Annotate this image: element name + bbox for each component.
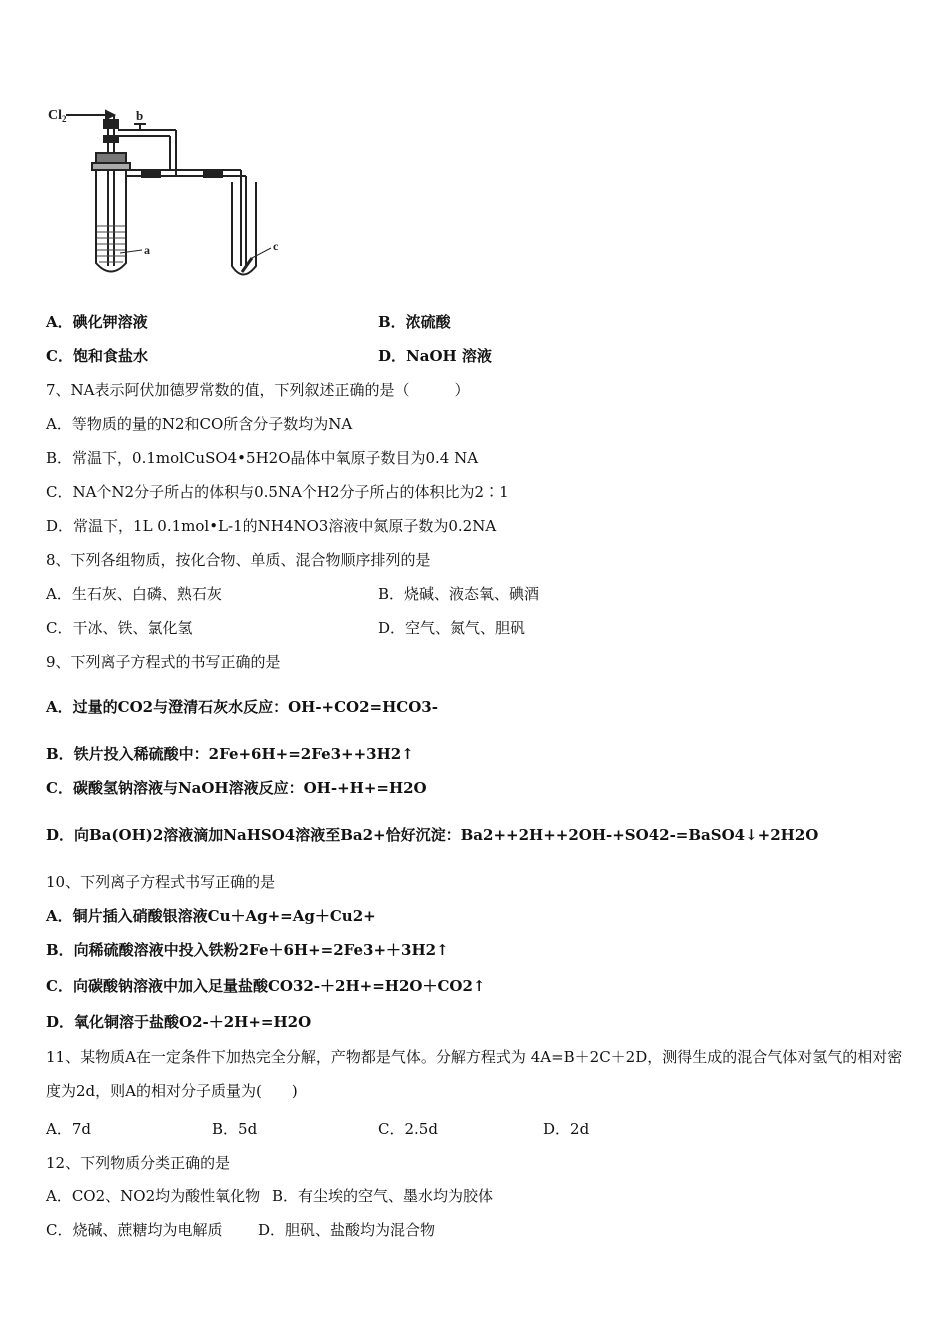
label-c: c: [273, 239, 279, 253]
q8-option-c[interactable]: C．干冰、铁、氯化氢: [46, 619, 193, 637]
label-b: b: [136, 108, 144, 123]
q10-option-c[interactable]: C．向碳酸钠溶液中加入足量盐酸CO32-＋2H+=H2O＋CO2↑: [46, 977, 486, 995]
q10-option-a[interactable]: A．铜片插入硝酸银溶液Cu＋Ag+=Ag＋Cu2+: [46, 907, 376, 925]
q8-stem: 8、下列各组物质，按化合物、单质、混合物顺序排列的是: [46, 551, 431, 569]
q11-option-b[interactable]: B．5d: [212, 1120, 258, 1138]
q7-option-b[interactable]: B．常温下，0.1molCuSO4•5H2O晶体中氧原子数目为0.4 NA: [46, 449, 479, 467]
q6-option-b[interactable]: B．浓硫酸: [378, 313, 451, 331]
q11-stem: 11、某物质A在一定条件下加热完全分解，产物都是气体。分解方程式为 4A=B＋2C＋2D，测得生成的混合气体对氢气的相对密度为2d，则A的相对分子质量为( ): [46, 1048, 903, 1100]
q11-option-a[interactable]: A．7d: [46, 1120, 91, 1138]
q12-option-d[interactable]: D．胆矾、盐酸均为混合物: [258, 1221, 436, 1239]
label-cl2: $Cl_2$: [48, 108, 67, 124]
q7-option-d[interactable]: D．常温下，1L 0.1mol•L-1的NH4NO3溶液中氮原子数为0.2NA: [46, 517, 497, 535]
q12-option-c[interactable]: C．烧碱、蔗糖均为电解质: [46, 1221, 223, 1239]
q8-option-b[interactable]: B．烧碱、液态氧、碘酒: [378, 585, 540, 603]
q6-option-a[interactable]: A．碘化钾溶液: [46, 313, 148, 331]
q11-option-d[interactable]: D．2d: [543, 1120, 590, 1138]
q10-option-d[interactable]: D．氧化铜溶于盐酸O2-＋2H+=H2O: [46, 1013, 312, 1031]
apparatus-diagram: [46, 98, 296, 283]
q9-option-c[interactable]: C．碳酸氢钠溶液与NaOH溶液反应：OH-+H+=H2O: [46, 779, 427, 797]
q6-option-c[interactable]: C．饱和食盐水: [46, 347, 148, 365]
q7-option-c[interactable]: C．NA个N2分子所占的体积与0.5NA个H2分子所占的体积比为2∶1: [46, 483, 509, 501]
q8-option-d[interactable]: D．空气、氮气、胆矾: [378, 619, 526, 637]
q9-stem: 9、下列离子方程式的书写正确的是: [46, 653, 281, 671]
q10-stem: 10、下列离子方程式书写正确的是: [46, 873, 276, 891]
q11-option-c[interactable]: C．2.5d: [378, 1120, 438, 1138]
q7-option-a[interactable]: A．等物质的量的N2和CO所含分子数均为NA: [46, 415, 353, 433]
q9-option-b[interactable]: B．铁片投入稀硫酸中：2Fe+6H+=2Fe3++3H2↑: [46, 745, 414, 763]
q12-stem: 12、下列物质分类正确的是: [46, 1154, 231, 1172]
q8-option-a[interactable]: A．生石灰、白磷、熟石灰: [46, 585, 222, 603]
q6-option-d[interactable]: D．NaOH 溶液: [378, 347, 492, 365]
q12-option-b[interactable]: B．有尘埃的空气、墨水均为胶体: [272, 1187, 494, 1205]
label-a: a: [144, 243, 150, 257]
q9-option-a[interactable]: A．过量的CO2与澄清石灰水反应：OH-+CO2=HCO3-: [46, 698, 438, 716]
q12-option-a[interactable]: A．CO2、NO2均为酸性氧化物: [46, 1187, 261, 1205]
q10-option-b[interactable]: B．向稀硫酸溶液中投入铁粉2Fe＋6H+=2Fe3+＋3H2↑: [46, 941, 449, 959]
q7-stem: 7、NA表示阿伏加德罗常数的值，下列叙述正确的是（ ）: [46, 381, 470, 399]
q9-option-d[interactable]: D．向Ba(OH)2溶液滴加NaHSO4溶液至Ba2+恰好沉淀：Ba2++2H++2OH-+SO42-=BaSO4↓+2H2O: [46, 826, 819, 844]
